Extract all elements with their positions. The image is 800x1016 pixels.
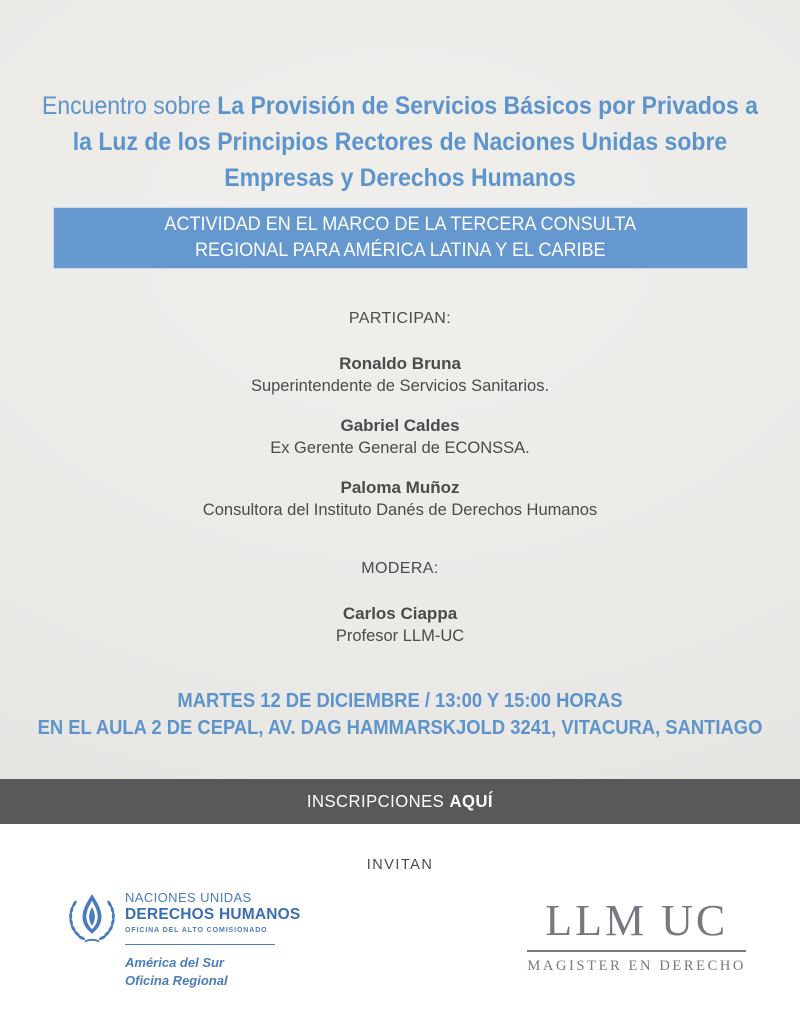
un-logo-divider <box>125 944 275 945</box>
participant-name: Ronaldo Bruna <box>339 354 461 373</box>
logos-row <box>0 873 800 990</box>
invitan-label: INVITAN <box>366 857 434 873</box>
banner-line-1: ACTIVIDAD EN EL MARCO DE LA TERCERA CONSULTA <box>164 214 636 235</box>
un-logo-line-derechos-humanos: DERECHOS HUMANOS <box>125 906 301 923</box>
participant-ronaldo-bruna <box>0 352 800 398</box>
llm-uc-subtitle: MAGISTER EN DERECHO <box>527 958 746 974</box>
un-ohchr-logo <box>66 890 300 990</box>
title-prefix: Encuentro sobre <box>42 92 218 120</box>
un-logo-line-oficina-regional: Oficina Regional <box>125 973 228 988</box>
event-datetime-location <box>32 688 768 742</box>
participant-role: Superintendente de Servicios Sanitarios. <box>250 377 550 395</box>
inscriptions-label: INSCRIPCIONES <box>306 791 445 811</box>
inscriptions-link[interactable]: AQUÍ <box>449 791 494 811</box>
un-logo-line-oficina: OFICINA DEL ALTO COMISIONADO <box>125 927 268 934</box>
moderator-heading: MODERA: <box>361 560 439 577</box>
un-wreath-flame-icon <box>66 892 118 944</box>
moderator-role: Profesor LLM-UC <box>335 627 465 645</box>
consultation-banner-text <box>164 212 636 264</box>
event-location-line: EN EL AULA 2 DE CEPAL, AV. DAG HAMMARSKJOLD 3241, VITACURA, SANTIAGO <box>37 717 763 739</box>
moderator-name: Carlos Ciappa <box>342 604 458 623</box>
event-title <box>37 0 764 196</box>
participant-paloma-munoz <box>0 476 800 522</box>
llm-uc-logo <box>527 896 746 975</box>
un-logo-line-naciones-unidas: NACIONES UNIDAS <box>125 890 252 905</box>
inscriptions-text <box>307 791 493 812</box>
consultation-banner <box>53 207 748 269</box>
participants-heading: PARTICIPAN: <box>348 310 452 327</box>
footer <box>0 824 800 1016</box>
llm-uc-wordmark: LLM UC <box>527 899 746 952</box>
participant-role: Consultora del Instituto Danés de Derechos Humanos <box>202 501 598 519</box>
participant-role: Ex Gerente General de ECONSSA. <box>270 439 530 457</box>
un-logo-line-america-del-sur: América del Sur <box>125 955 224 970</box>
banner-line-2: REGIONAL PARA AMÉRICA LATINA Y EL CARIBE <box>194 240 606 261</box>
participant-gabriel-caldes <box>0 414 800 460</box>
moderator-carlos-ciappa <box>0 602 800 648</box>
title-emphasis: La Provisión de Servicios Básicos por Privados a la Luz de los Principios Rectores de Naciones Unidas sobre Empresas y Derechos Humanos <box>72 92 758 192</box>
un-logo-text <box>125 890 300 990</box>
participant-name: Paloma Muñoz <box>340 478 460 497</box>
inscriptions-bar <box>0 779 800 824</box>
event-date-line: MARTES 12 DE DICIEMBRE / 13:00 Y 15:00 HORAS <box>177 690 623 712</box>
participant-name: Gabriel Caldes <box>340 416 460 435</box>
